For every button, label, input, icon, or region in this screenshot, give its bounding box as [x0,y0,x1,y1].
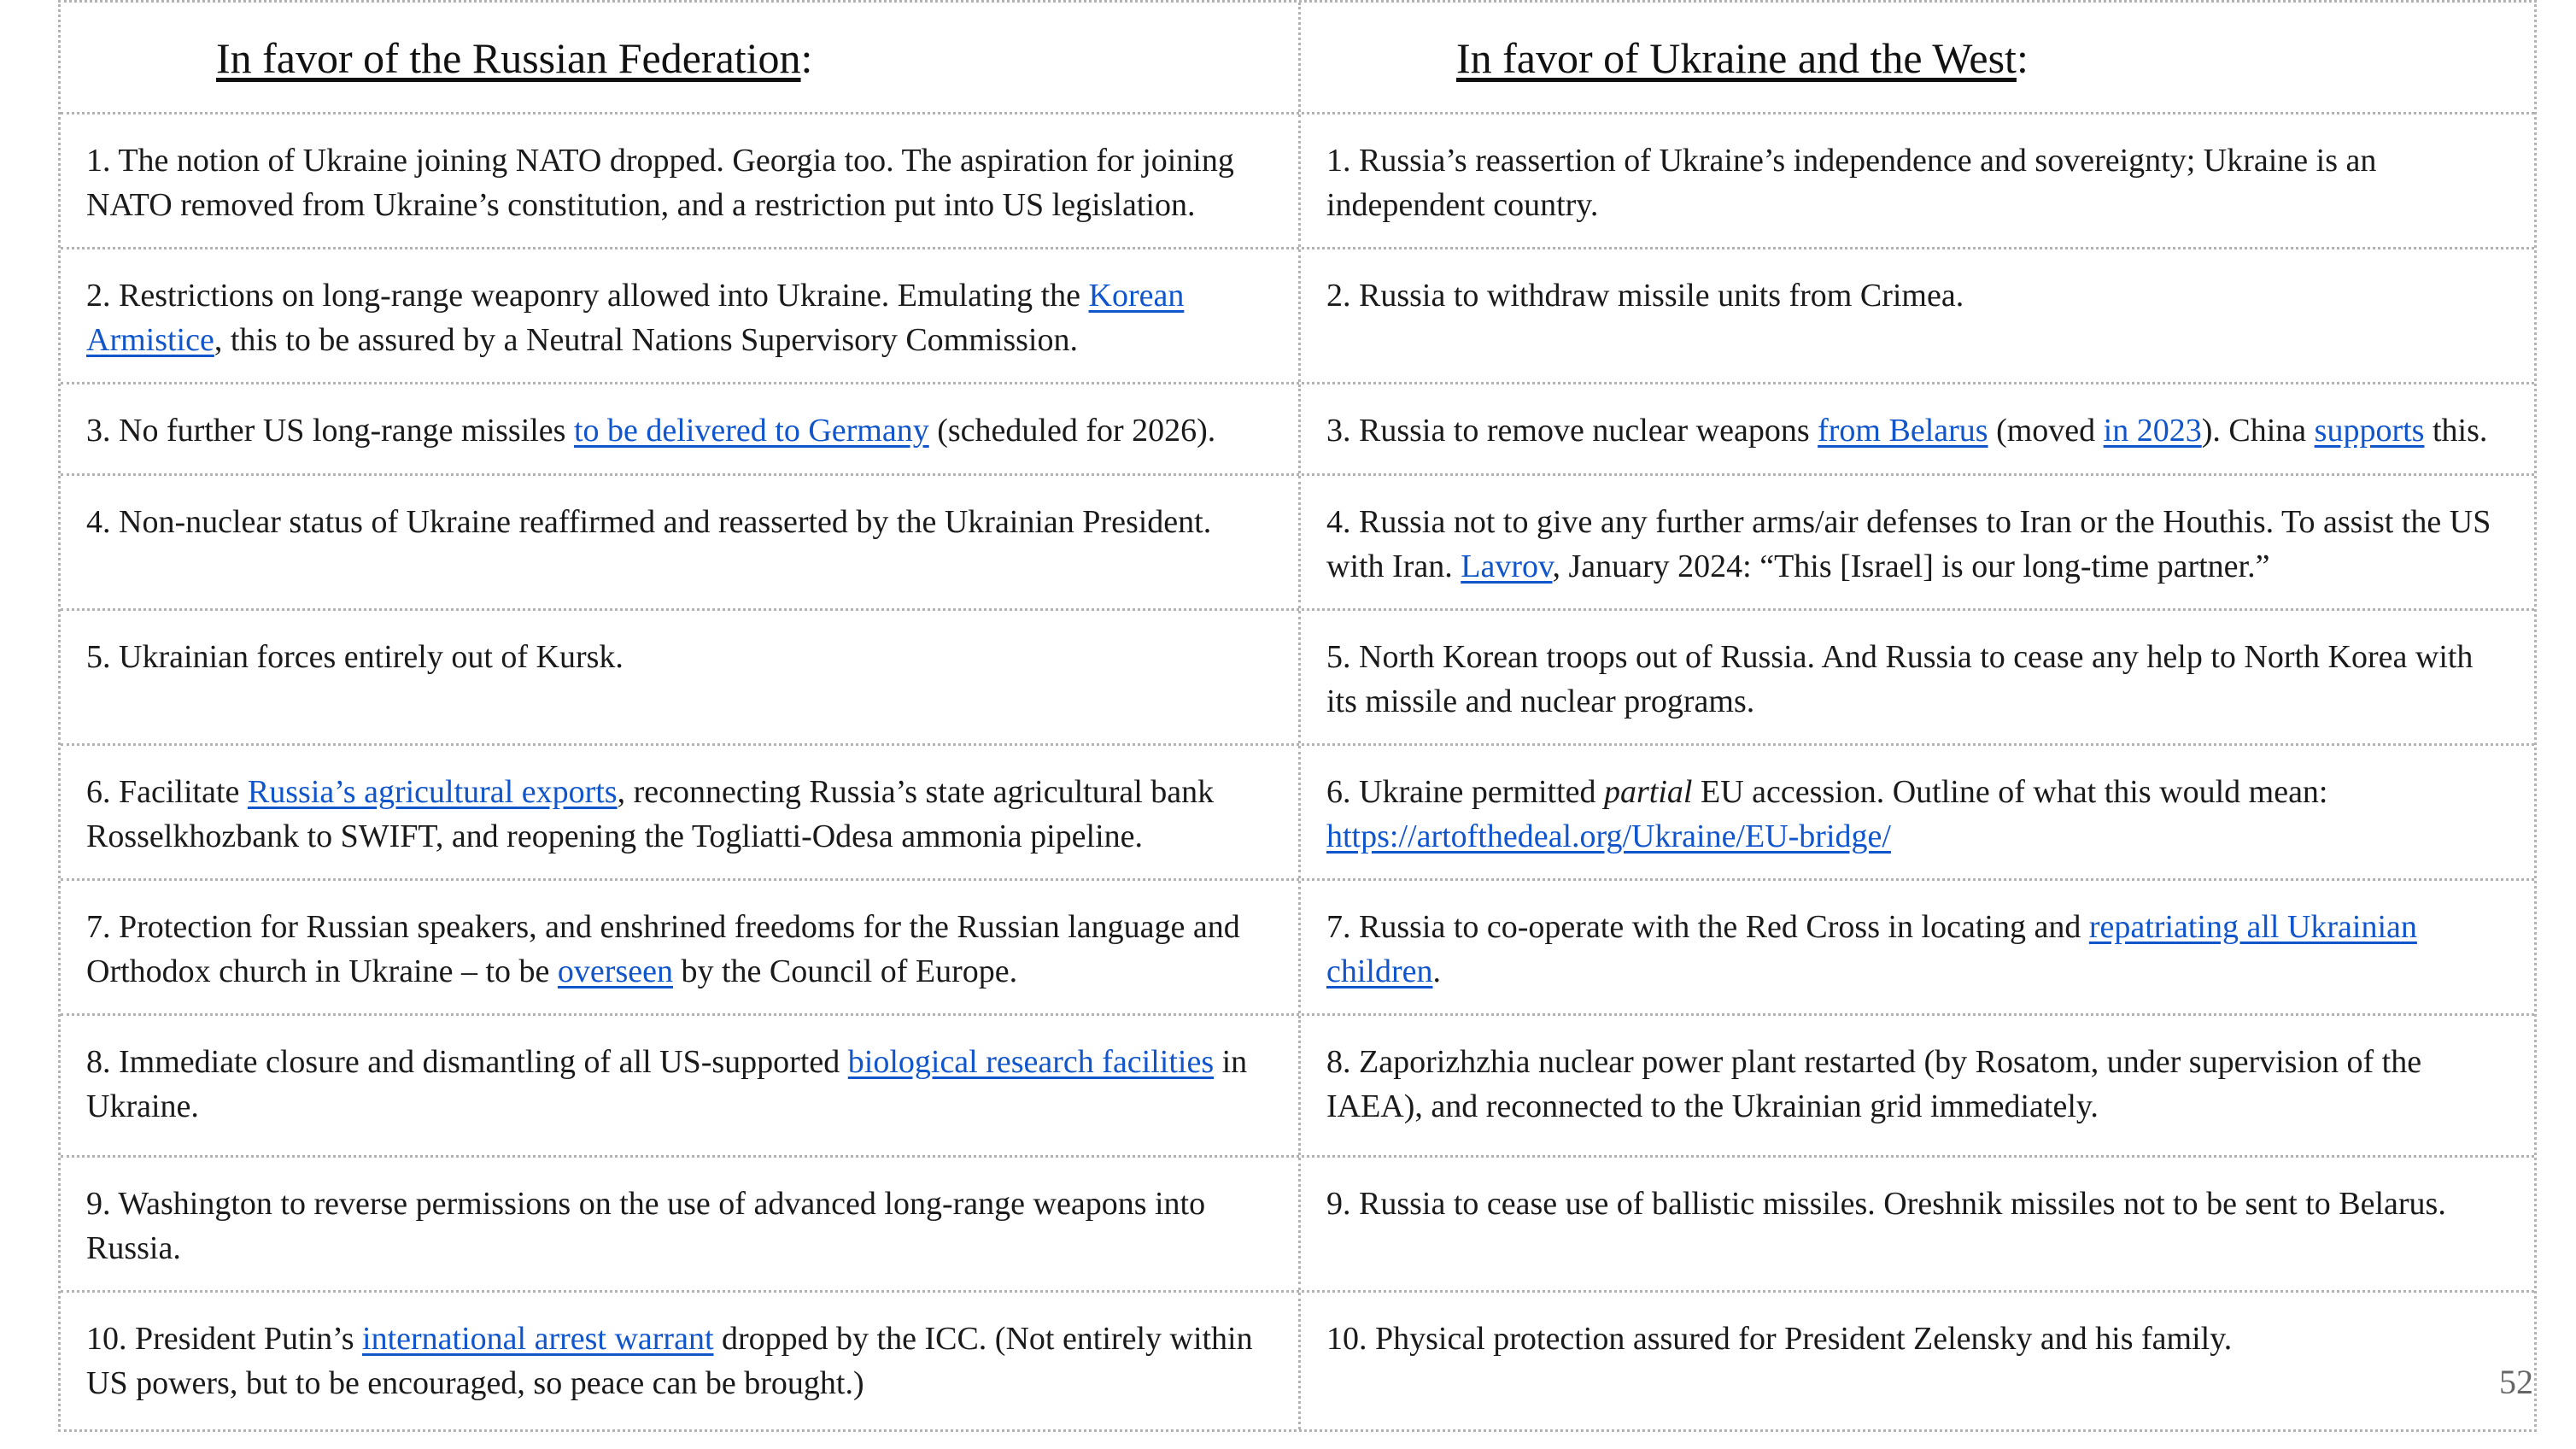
item-text: 1. The notion of Ukraine joining NATO dropped. Georgia too. The aspiration for joining NATO removed from Ukraine’s constitution, and a restriction put into US legislation. [86,143,1234,223]
ukraine-item [1301,1016,2534,1155]
item-text: 8. Immediate closure and dismantling of all US-supported [86,1044,848,1080]
item-text: 2. Russia to withdraw missile units from Crimea. [1326,278,1964,314]
ukraine-item [1301,384,2534,473]
table-row [61,384,2534,476]
item-text: 5. North Korean troops out of Russia. And Russia to cease any help to North Korea with its missile and nuclear programs. [1326,639,2474,719]
table-row [61,1016,2534,1158]
item-text: 4. Non-nuclear status of Ukraine reaffirmed and reasserted by the Ukrainian President. [86,504,1212,540]
inline-link[interactable]: international arrest warrant [362,1321,714,1357]
item-text: by the Council of Europe. [672,953,1018,989]
item-text: EU accession. Outline of what this would mean: [1692,774,2328,810]
item-text: in Ukraine. [86,1044,1248,1124]
inline-link[interactable]: Russia’s agricultural exports [247,774,618,810]
inline-link[interactable]: overseen [557,953,673,989]
item-text: 9. Washington to reverse permissions on the use of advanced long-range weapons into Russia. [86,1186,1206,1266]
table-row [61,1293,2534,1429]
russia-item [61,611,1301,743]
item-text: ). China [2201,413,2315,449]
ukraine-item [1301,611,2534,743]
ukraine-item [1301,1158,2534,1290]
table-row [61,249,2534,384]
header-left-colon: : [800,34,813,82]
item-text: (scheduled for 2026). [928,413,1216,449]
inline-link[interactable]: Korean Armistice [86,278,1185,358]
item-text: (moved [1988,413,2104,449]
russia-item [61,249,1301,382]
inline-link[interactable]: biological research facilities [847,1044,1215,1080]
table-body [61,114,2534,1429]
item-text: 1. Russia’s reassertion of Ukraine’s independence and sovereignty; Ukraine is an independent country. [1326,143,2377,223]
inline-link[interactable]: from Belarus [1818,413,1988,449]
inline-link[interactable]: Lavrov [1461,549,1553,584]
russia-item [61,746,1301,878]
russia-item [61,881,1301,1013]
russia-item [61,1293,1301,1429]
item-text: , this to be assured by a Neutral Nations Supervisory Commission. [214,322,1078,358]
item-text: 6. Facilitate [86,774,248,810]
table-row [61,881,2534,1016]
ukraine-item [1301,881,2534,1013]
comparison-table [58,0,2537,1432]
table-row [61,746,2534,881]
ukraine-item [1301,249,2534,382]
inline-link[interactable]: repatriating all Ukrainian children [1326,909,2417,989]
inline-link[interactable]: to be delivered to Germany [573,413,929,449]
item-text: 6. Ukraine permitted [1326,774,1605,810]
russia-item [61,1158,1301,1290]
item-text: dropped by the ICC. (Not entirely within US powers, but to be encouraged, so peace can be brought.) [86,1321,1253,1401]
item-text: . [1432,953,1442,989]
russia-item [61,384,1301,473]
inline-link[interactable]: https://artofthedeal.org/Ukraine/EU-bridge/ [1326,818,1891,854]
item-text: , January 2024: “This [Israel] is our long-time partner.” [1552,549,2270,584]
item-text: 3. Russia to remove nuclear weapons [1326,413,1818,449]
table-row [61,114,2534,249]
item-text: 3. No further US long-range missiles [86,413,574,449]
table-row [61,1158,2534,1293]
table-row [61,611,2534,746]
russia-item [61,476,1301,608]
header-row [61,3,2534,114]
header-left-title: In favor of the Russian Federation [216,34,801,82]
inline-link[interactable]: in 2023 [2103,413,2202,449]
table-row [61,476,2534,611]
russia-item [61,114,1301,247]
emphasis-text: partial [1604,774,1693,810]
inline-link[interactable]: supports [2314,413,2425,449]
ukraine-item [1301,114,2534,247]
page-number: 52 [2499,1363,2533,1401]
ukraine-item [1301,476,2534,608]
item-text: 10. President Putin’s [86,1321,363,1357]
item-text: this. [2424,413,2488,449]
header-left [61,3,1301,112]
item-text: 7. Protection for Russian speakers, and enshrined freedoms for the Russian language and Orthodox church in Ukraine – to be [86,909,1240,989]
item-text: , reconnecting Russia’s state agricultural bank Rosselkhozbank to SWIFT, and reopening the Togliatti-Odesa ammonia pipeline. [86,774,1215,854]
item-text: 10. Physical protection assured for President Zelensky and his family. [1326,1321,2233,1357]
header-right [1301,3,2534,112]
item-text: 4. Russia not to give any further arms/air defenses to Iran or the Houthis. To assist the US with Iran. [1326,504,2491,584]
header-right-title: In favor of Ukraine and the West [1456,34,2017,82]
russia-item [61,1016,1301,1155]
header-right-colon: : [2016,34,2029,82]
item-text: 8. Zaporizhzhia nuclear power plant restarted (by Rosatom, under supervision of the IAEA), and reconnected to the Ukrainian grid immediately. [1326,1044,2422,1124]
item-text: 2. Restrictions on long-range weaponry allowed into Ukraine. Emulating the [86,278,1089,314]
item-text: 9. Russia to cease use of ballistic missiles. Oreshnik missiles not to be sent to Belarus. [1326,1186,2446,1222]
ukraine-item [1301,1293,2534,1429]
ukraine-item [1301,746,2534,878]
item-text: 5. Ukrainian forces entirely out of Kursk. [86,639,624,675]
item-text: 7. Russia to co-operate with the Red Cross in locating and [1326,909,2089,945]
